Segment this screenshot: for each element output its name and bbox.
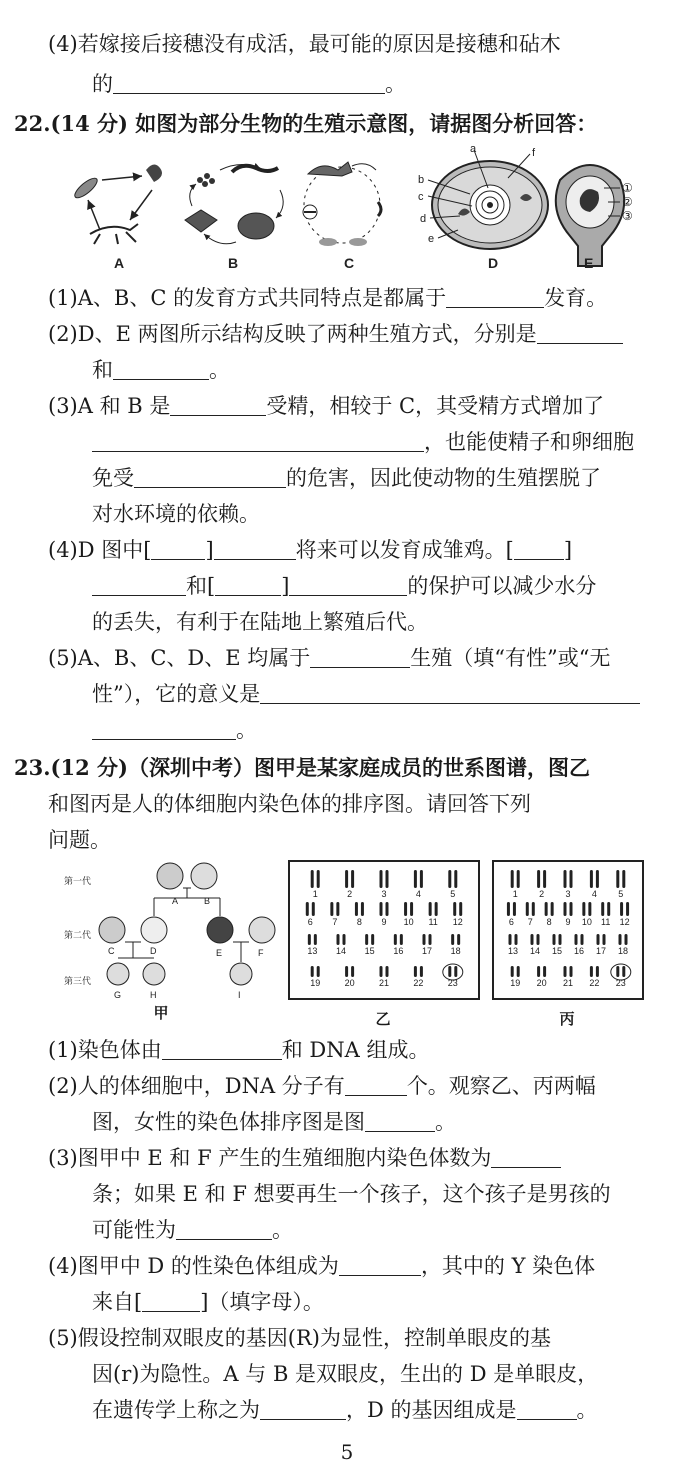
karyo-bing-pair-11 xyxy=(601,902,610,916)
q21-4-suffix: 。 xyxy=(385,72,406,96)
karyo-bing-pair-19 xyxy=(511,966,520,977)
q22-s4-blank-1[interactable] xyxy=(151,537,205,560)
q22-s3-line2 xyxy=(92,428,634,456)
q22-s3-line3-text: 的危害，因此使动物的生殖摆脱了 xyxy=(286,466,601,490)
karyo-yi-num-23: 23 xyxy=(447,978,458,988)
egg-letter-e: e xyxy=(428,233,435,245)
karyo-yi-num-22: 22 xyxy=(413,978,424,988)
karyo-yi-num-9: 9 xyxy=(381,917,387,927)
q22-s1-text: (1)A、B、C 的发育方式共同特点是都属于 xyxy=(48,286,447,310)
q22-header: 22.(14 分) 如图为部分生物的生殖示意图，请据图分析回答： xyxy=(14,111,598,136)
q21-4-blank[interactable] xyxy=(113,71,385,94)
karyo-yi-pair-6 xyxy=(306,902,315,916)
karyo-yi-pair-23 xyxy=(448,966,457,977)
fig-b-butterfly-cycle xyxy=(185,164,283,243)
member-a-label: A xyxy=(172,896,179,906)
q22-s4-blank-2[interactable] xyxy=(214,537,296,560)
q22-s3-line2-text: ，也能使精子和卵细胞 xyxy=(424,430,634,454)
karyo-bing-num-21: 21 xyxy=(562,978,574,988)
karyo-bing-num-4: 4 xyxy=(591,889,597,899)
karyo-bing-num-10: 10 xyxy=(581,917,592,927)
karyo-bing-num-16: 16 xyxy=(573,946,585,956)
karyo-yi-num-19: 19 xyxy=(310,978,321,988)
karyo-bing-pair-9 xyxy=(564,902,573,916)
karyo-yi-pair-15 xyxy=(365,934,374,945)
karyo-bing-num-3: 3 xyxy=(565,889,571,899)
karyo-yi-num-14: 14 xyxy=(335,946,347,956)
member-b-avatar xyxy=(191,863,217,889)
q22-s2-prefix: 和 xyxy=(92,358,113,382)
q22-s4-text: 将来可以发育成雏鸡。[ xyxy=(295,538,514,562)
member-h-avatar xyxy=(143,963,165,985)
karyo-bing-pair-12 xyxy=(620,902,629,916)
fig-label-yi: 乙 xyxy=(375,1011,391,1028)
karyo-bing-pair-21 xyxy=(564,966,573,977)
karyo-bing-num-2: 2 xyxy=(539,889,545,899)
karyo-bing-pair-14 xyxy=(531,934,540,945)
q23-s4-line2-suffix: ]（填字母）。 xyxy=(200,1290,324,1314)
karyo-yi-num-8: 8 xyxy=(356,917,362,927)
karyo-yi-num-20: 20 xyxy=(344,978,355,988)
member-c-avatar xyxy=(99,917,125,943)
q22-s4-line2-text: 的保护可以减少水分 xyxy=(407,574,597,598)
karyo-bing-pair-20 xyxy=(537,966,546,977)
egg-letter-f: f xyxy=(532,147,536,159)
q23-s2-line2-text: 图，女性的染色体排序图是图 xyxy=(92,1110,365,1134)
karyo-bing-pair-17 xyxy=(597,934,606,945)
fig-label-c: C xyxy=(344,255,355,271)
q22-s5-line2-text: 性”），它的意义是 xyxy=(92,682,261,706)
member-a-avatar xyxy=(157,863,183,889)
karyo-bing-pair-22 xyxy=(590,966,599,977)
q23-s4-line2-prefix: 来自[ xyxy=(92,1290,143,1314)
karyo-yi-num-18: 18 xyxy=(450,946,461,956)
karyo-bing-num-5: 5 xyxy=(618,889,624,899)
q22-s4-blank-4[interactable] xyxy=(92,573,186,596)
q22-s4-blank-3[interactable] xyxy=(514,537,564,560)
karyo-bing-num-20: 20 xyxy=(536,978,547,988)
karyo-bing-num-23: 23 xyxy=(615,978,626,988)
karyo-yi-pair-19 xyxy=(311,966,320,977)
pedigree-chart xyxy=(62,858,282,1008)
generation-label-1: 第一代 xyxy=(64,876,92,886)
karyo-bing-num-22: 22 xyxy=(589,978,600,988)
q23-s5-blank-1[interactable] xyxy=(260,1397,346,1420)
member-d-avatar xyxy=(141,917,167,943)
q23-header-line2: 和图丙是人的体细胞内染色体的排序图。请回答下列 xyxy=(48,792,531,816)
q21-4-text: (4)若嫁接后接穗没有成活，最可能的原因是接穗和砧木 xyxy=(48,32,561,56)
karyo-bing-pair-7 xyxy=(526,902,535,916)
karyo-bing-num-11: 11 xyxy=(601,917,611,927)
karyo-bing-num-8: 8 xyxy=(546,917,552,927)
karyo-yi-num-21: 21 xyxy=(378,978,390,988)
q22-s5-blank-2[interactable] xyxy=(260,681,640,704)
q22-s2-blank-1[interactable] xyxy=(537,321,623,344)
karyo-bing-pair-6 xyxy=(507,902,516,916)
karyo-yi-pair-18 xyxy=(451,934,460,945)
karyo-yi-pair-16 xyxy=(394,934,403,945)
q22-s5-prefix: (5)A、B、C、D、E 均属于 xyxy=(48,646,311,670)
q22-s4-bracket-2: ] xyxy=(563,538,573,562)
fig-c-frog-cycle xyxy=(303,162,381,246)
q22-s5-blank-3[interactable] xyxy=(92,717,236,740)
member-b-label: B xyxy=(204,896,211,906)
member-h-label: H xyxy=(150,990,157,1000)
karyo-bing-num-17: 17 xyxy=(595,946,607,956)
member-c-label: C xyxy=(108,946,115,956)
q22-s5-line3 xyxy=(92,716,257,744)
karyo-yi-pair-3 xyxy=(380,870,389,888)
q23-s4-line1 xyxy=(48,1252,595,1280)
karyo-yi-num-16: 16 xyxy=(393,946,404,956)
q23-s2-line1 xyxy=(48,1072,596,1100)
karyo-bing-pair-13 xyxy=(509,934,518,945)
q22-s2-blank-2[interactable] xyxy=(113,357,209,380)
karyo-yi-pair-13 xyxy=(308,934,317,945)
karyo-bing-num-6: 6 xyxy=(508,917,514,927)
karyo-yi-pair-8 xyxy=(355,902,364,916)
karyo-yi-num-17: 17 xyxy=(421,946,433,956)
q23-s4-text: ，其中的 Y 染色体 xyxy=(420,1254,596,1278)
q22-s3-suffix: 受精，相较于 C，其受精方式增加了 xyxy=(266,394,605,418)
generation-label-2: 第二代 xyxy=(64,930,92,940)
karyo-bing-pair-15 xyxy=(553,934,562,945)
q23-s3-line1 xyxy=(48,1144,561,1172)
karyo-yi-num-7: 7 xyxy=(332,917,338,927)
karyo-yi-num-1: 1 xyxy=(312,889,318,899)
q23-s1-suffix: 和 DNA 组成。 xyxy=(281,1038,430,1062)
q23-s1-prefix: (1)染色体由 xyxy=(48,1038,162,1062)
fig-label-d: D xyxy=(488,255,499,271)
karyo-yi-num-2: 2 xyxy=(347,889,353,899)
karyo-bing-num-13: 13 xyxy=(507,946,519,956)
karyo-bing-num-15: 15 xyxy=(551,946,563,956)
q23-s5-line1: (5)假设控制双眼皮的基因(R)为显性，控制单眼皮的基 xyxy=(48,1326,551,1350)
q23-s4-blank-2[interactable] xyxy=(142,1289,200,1312)
member-d-label: D xyxy=(150,946,157,956)
karyo-yi-num-4: 4 xyxy=(415,889,421,899)
q23-s4-line2 xyxy=(92,1288,324,1316)
q22-s2-suffix: 。 xyxy=(209,358,230,382)
karyo-yi-pair-9 xyxy=(380,902,389,916)
q23-s3-blank-2[interactable] xyxy=(176,1217,272,1240)
karyotype-bing xyxy=(492,860,644,1000)
q23-s2-blank-1[interactable] xyxy=(345,1073,407,1096)
q23-s2-blank-2[interactable] xyxy=(365,1109,435,1132)
karyo-yi-num-5: 5 xyxy=(450,889,456,899)
q22-s3-line1 xyxy=(48,392,604,420)
q23-s4-prefix: (4)图甲中 D 的性染色体组成为 xyxy=(48,1254,339,1278)
karyo-bing-pair-3 xyxy=(564,870,573,888)
karyo-bing-num-9: 9 xyxy=(565,917,571,927)
q22-s1-blank[interactable] xyxy=(446,285,544,308)
karyo-yi-pair-17 xyxy=(423,934,432,945)
q23-s3-line3-suffix: 。 xyxy=(272,1218,293,1242)
karyo-yi-num-6: 6 xyxy=(307,917,313,927)
q23-s3-line3 xyxy=(92,1216,293,1244)
q22-s4-blank-6[interactable] xyxy=(289,573,407,596)
q22-s2-line1 xyxy=(48,320,623,348)
q22-s4-bracket-1: ] xyxy=(205,538,214,562)
karyotype-yi-svg xyxy=(290,862,478,998)
karyo-bing-pair-16 xyxy=(575,934,584,945)
member-g-avatar xyxy=(107,963,129,985)
q22-figure xyxy=(60,143,660,275)
q22-s4-bracket-3: ] xyxy=(281,574,290,598)
member-e-avatar xyxy=(207,917,233,943)
q22-s3-line3 xyxy=(92,464,601,492)
karyo-yi-pair-7 xyxy=(330,902,339,916)
karyo-yi-pair-2 xyxy=(345,870,354,888)
q23-s3-line2: 条；如果 E 和 F 想要再生一个孩子，这个孩子是男孩的 xyxy=(92,1182,611,1206)
q22-s1-suffix: 发育。 xyxy=(544,286,608,310)
uterus-mark-1: ① xyxy=(622,181,633,195)
member-e-label: E xyxy=(216,948,223,958)
q23-s4-blank-1[interactable] xyxy=(339,1253,421,1276)
q23-s1 xyxy=(48,1036,429,1064)
uterus-mark-3: ③ xyxy=(622,209,633,223)
page-number: 5 xyxy=(340,1440,354,1464)
q23-s5-line2: 因(r)为隐性。A 与 B 是双眼皮，生出的 D 是单眼皮， xyxy=(92,1362,599,1386)
q23-s3-text: (3)图甲中 E 和 F 产生的生殖细胞内染色体数为 xyxy=(48,1146,492,1170)
karyo-yi-pair-10 xyxy=(404,902,413,916)
karyo-yi-num-11: 11 xyxy=(428,917,438,927)
karyo-bing-num-18: 18 xyxy=(617,946,629,956)
fig-d-egg-structure xyxy=(418,143,548,249)
q23-s3-line3-prefix: 可能性为 xyxy=(92,1218,176,1242)
q22-s4-prefix: (4)D 图中[ xyxy=(48,538,152,562)
q23-s3-blank-1[interactable] xyxy=(491,1145,561,1168)
karyo-yi-pair-1 xyxy=(311,870,320,888)
q22-s3-blank-3[interactable] xyxy=(134,465,286,488)
karyo-yi-pair-4 xyxy=(414,870,423,888)
fig-a-grasshopper-cycle xyxy=(72,164,162,244)
q22-s5-line2 xyxy=(92,680,640,708)
karyo-bing-num-1: 1 xyxy=(512,889,518,899)
egg-letter-b: b xyxy=(418,174,425,186)
q23-s2-text: 个。观察乙、丙两幅 xyxy=(406,1074,596,1098)
q22-s4-line2 xyxy=(92,572,596,600)
karyo-bing-num-12: 12 xyxy=(619,917,630,927)
q23-s5-prefix: 在遗传学上称之为 xyxy=(92,1398,260,1422)
karyo-bing-pair-4 xyxy=(590,870,599,888)
q21-4-prefix: 的 xyxy=(92,72,113,96)
q23-s5-blank-2[interactable] xyxy=(517,1397,577,1420)
karyo-yi-pair-21 xyxy=(380,966,389,977)
karyo-yi-pair-20 xyxy=(345,966,354,977)
karyo-yi-num-3: 3 xyxy=(381,889,387,899)
fig-label-a: A xyxy=(114,255,125,271)
q22-s5-blank-1[interactable] xyxy=(310,645,410,668)
karyo-bing-pair-10 xyxy=(582,902,591,916)
karyo-yi-pair-5 xyxy=(448,870,457,888)
q22-s5-line1 xyxy=(48,644,610,672)
karyo-bing-pair-2 xyxy=(537,870,546,888)
egg-letter-c: c xyxy=(418,191,424,203)
member-f-label: F xyxy=(258,948,264,958)
q22-s5-text: 生殖（填“有性”或“无 xyxy=(410,646,611,670)
karyo-bing-pair-8 xyxy=(545,902,554,916)
q22-s2-text: (2)D、E 两图所示结构反映了两种生殖方式，分别是 xyxy=(48,322,537,346)
karyo-yi-pair-12 xyxy=(453,902,462,916)
karyotype-bing-svg xyxy=(494,862,642,998)
karyo-bing-num-14: 14 xyxy=(529,946,541,956)
q22-s4-and: 和[ xyxy=(186,574,216,598)
q23-s2-line2-suffix: 。 xyxy=(435,1110,456,1134)
karyo-yi-pair-22 xyxy=(414,966,423,977)
q23-s5-mid: ，D 的基因组成是 xyxy=(346,1398,517,1422)
q22-s2-line2 xyxy=(92,356,230,384)
egg-letter-a: a xyxy=(470,143,477,155)
karyo-yi-num-13: 13 xyxy=(307,946,318,956)
karyo-bing-pair-18 xyxy=(619,934,628,945)
member-i-avatar xyxy=(230,963,252,985)
fig-label-b: B xyxy=(228,255,239,271)
q22-s3-line3-prefix: 免受 xyxy=(92,466,134,490)
member-g-label: G xyxy=(114,990,122,1000)
karyo-bing-pair-23 xyxy=(616,966,625,977)
egg-letter-d: d xyxy=(420,213,427,225)
karyo-yi-pair-11 xyxy=(429,902,438,916)
q23-s5-suffix: 。 xyxy=(576,1398,598,1422)
karyo-bing-num-19: 19 xyxy=(510,978,521,988)
fig-e-uterus xyxy=(556,165,633,266)
karyo-yi-num-10: 10 xyxy=(403,917,414,927)
karyo-bing-num-7: 7 xyxy=(527,917,533,927)
q22-s3-prefix: (3)A 和 B 是 xyxy=(48,394,171,418)
member-f-avatar xyxy=(249,917,275,943)
q23-s2-line2 xyxy=(92,1108,456,1136)
fig-label-bing: 丙 xyxy=(559,1011,575,1028)
fig-label-jia: 甲 xyxy=(153,1005,169,1022)
karyo-yi-num-15: 15 xyxy=(364,946,375,956)
fig-label-e: E xyxy=(584,255,594,271)
q23-s2-prefix: (2)人的体细胞中，DNA 分子有 xyxy=(48,1074,345,1098)
q21-4-line2 xyxy=(92,70,406,98)
q22-s4-line3: 的丢失，有利于在陆地上繁殖后代。 xyxy=(92,610,428,634)
member-i-label: I xyxy=(238,990,241,1000)
karyotype-yi xyxy=(288,860,480,1000)
karyo-bing-pair-1 xyxy=(511,870,520,888)
q23-header-line1: 23.(12 分)（深圳中考）图甲是某家庭成员的世系图谱，图乙 xyxy=(14,755,590,780)
uterus-mark-2: ② xyxy=(622,195,633,209)
q23-s1-blank[interactable] xyxy=(162,1037,282,1060)
q22-s4-blank-5[interactable] xyxy=(215,573,281,596)
q22-s4-line1 xyxy=(48,536,572,564)
q22-s3-blank-2[interactable] xyxy=(92,429,424,452)
q22-s3-line4: 对水环境的依赖。 xyxy=(92,502,260,526)
karyo-bing-pair-5 xyxy=(616,870,625,888)
karyo-yi-num-12: 12 xyxy=(452,917,463,927)
q21-4-line1 xyxy=(48,30,561,58)
q22-s3-blank-1[interactable] xyxy=(170,393,266,416)
q23-s5-line3 xyxy=(92,1396,598,1424)
q23-header-line3: 问题。 xyxy=(48,828,111,852)
generation-label-3: 第三代 xyxy=(64,976,92,986)
q22-s5-line3-suffix: 。 xyxy=(236,718,257,742)
q22-s1 xyxy=(48,284,607,312)
karyo-yi-pair-14 xyxy=(337,934,346,945)
